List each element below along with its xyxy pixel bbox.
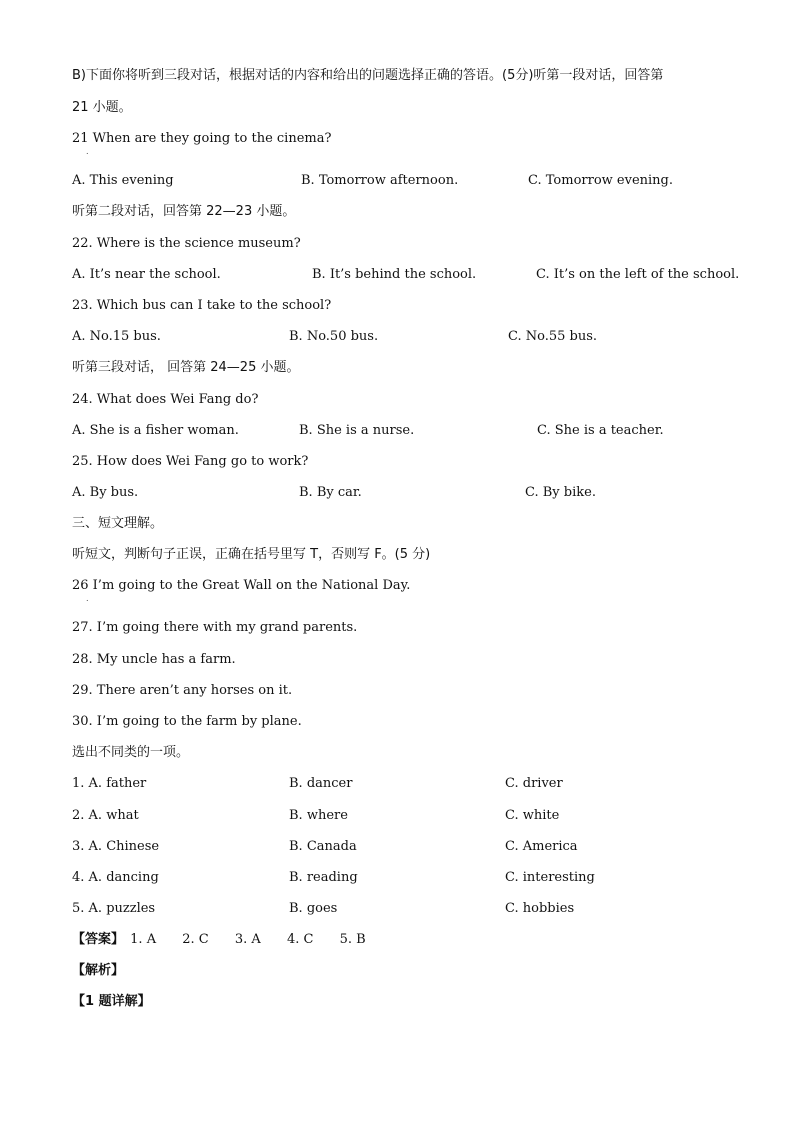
- odd-5-option-a: 5. A. puzzles: [72, 901, 156, 916]
- question-24: 24. What does Wei Fang do?: [72, 392, 259, 407]
- odd-3-option-a: 3. A. Chinese: [72, 839, 160, 854]
- q21-option-a: A. This evening: [72, 173, 174, 188]
- question-21: 21 When are they going to the cinema?: [72, 131, 332, 146]
- odd-1-option-a: 1. A. father: [72, 776, 147, 791]
- q23-option-c: C. No.55 bus.: [508, 329, 598, 344]
- q25-option-c: C. By bike.: [525, 485, 596, 500]
- odd-1-option-b: B. dancer: [289, 776, 353, 791]
- question-23: 23. Which bus can I take to the school?: [72, 298, 332, 313]
- detail-label: 【1 题详解】: [72, 994, 151, 1009]
- answer-label: 【答案】: [72, 932, 125, 947]
- q24-option-c: C. She is a teacher.: [537, 423, 664, 438]
- q22-option-c: C. It’s on the left of the school.: [536, 267, 740, 282]
- odd-2-option-c: C. white: [505, 808, 560, 823]
- question-22: 22. Where is the science museum?: [72, 236, 301, 251]
- q22-option-b: B. It’s behind the school.: [312, 267, 477, 282]
- q24-option-b: B. She is a nurse.: [299, 423, 415, 438]
- odd-5-option-b: B. goes: [289, 901, 338, 916]
- q21-option-c: C. Tomorrow evening.: [528, 173, 673, 188]
- tf-statement-30: 30. I’m going to the farm by plane.: [72, 714, 302, 729]
- answer-item: 3. A: [234, 932, 261, 947]
- odd-2-option-b: B. where: [289, 808, 348, 823]
- q23-option-a: A. No.15 bus.: [72, 329, 161, 344]
- tf-statement-28: 28. My uncle has a farm.: [72, 652, 236, 667]
- answer-item: 1. A: [130, 932, 157, 947]
- tf-statement-26: 26 I’m going to the Great Wall on the National Day.: [72, 578, 411, 593]
- odd-4-option-a: 4. A. dancing: [72, 870, 159, 885]
- odd-1-option-c: C. driver: [505, 776, 563, 791]
- odd-4-option-b: B. reading: [289, 870, 358, 885]
- question-21-marker: .: [86, 147, 89, 156]
- section-3-instruction: 听短文，判断句子正误，正确在括号里写 T，否则写 F。(5 分): [72, 547, 431, 562]
- tf-statement-27: 27. I’m going there with my grand parents.: [72, 620, 358, 635]
- section-b-intro-line1: B)下面你将听到三段对话，根据对话的内容和给出的问题选择正确的答语。(5分)听第一段对话，回答第: [72, 68, 664, 83]
- q23-option-b: B. No.50 bus.: [289, 329, 379, 344]
- dialog-3-intro: 听第三段对话， 回答第 24—25 小题。: [72, 360, 300, 375]
- analysis-label: 【解析】: [72, 963, 125, 978]
- tf-statement-29: 29. There aren’t any horses on it.: [72, 683, 293, 698]
- odd-2-option-a: 2. A. what: [72, 808, 139, 823]
- section-b-intro-line2: 21 小题。: [72, 100, 132, 115]
- odd-one-out-title: 选出不同类的一项。: [72, 745, 190, 760]
- odd-5-option-c: C. hobbies: [505, 901, 575, 916]
- section-3-title: 三、短文理解。: [72, 516, 164, 531]
- tf-26-marker: .: [86, 594, 89, 603]
- dialog-2-intro: 听第二段对话，回答第 22—23 小题。: [72, 204, 296, 219]
- q25-option-a: A. By bus.: [72, 485, 139, 500]
- odd-3-option-b: B. Canada: [289, 839, 357, 854]
- answer-item: 4. C: [286, 932, 314, 947]
- q25-option-b: B. By car.: [299, 485, 362, 500]
- answer-line: [72, 932, 388, 948]
- q22-option-a: A. It’s near the school.: [72, 267, 221, 282]
- answer-item: 2. C: [182, 932, 209, 947]
- odd-4-option-c: C. interesting: [505, 870, 595, 885]
- answer-item: 5. B: [339, 932, 366, 947]
- odd-3-option-c: C. America: [505, 839, 578, 854]
- question-25: 25. How does Wei Fang go to work?: [72, 454, 309, 469]
- q24-option-a: A. She is a fisher woman.: [72, 423, 239, 438]
- q21-option-b: B. Tomorrow afternoon.: [301, 173, 459, 188]
